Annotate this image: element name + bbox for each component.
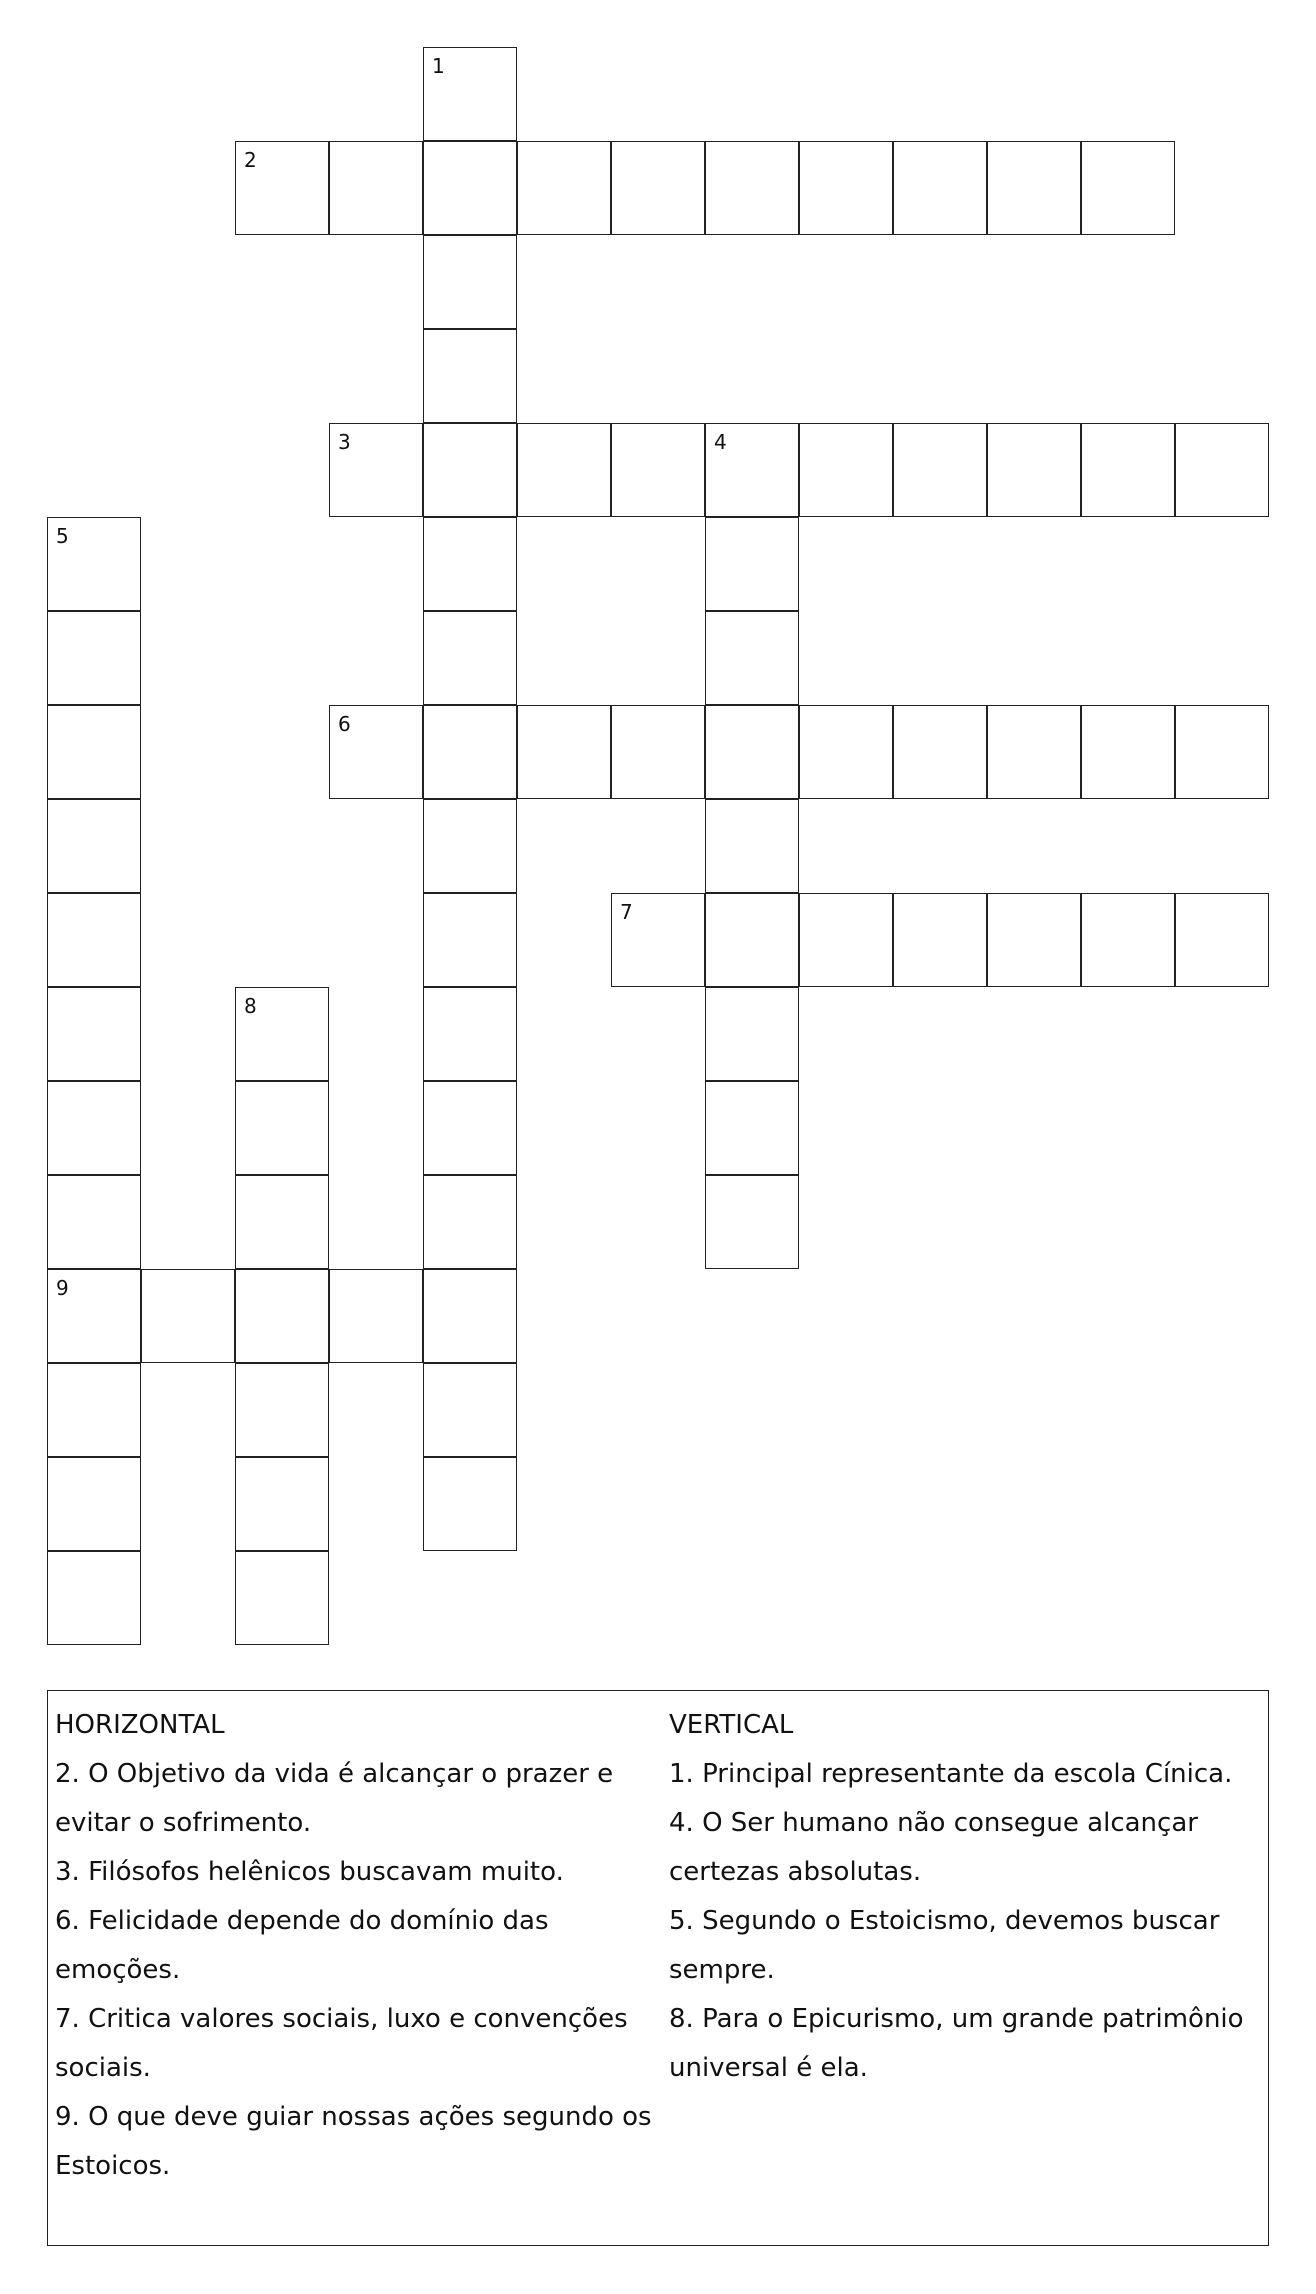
grid-cell[interactable]: [799, 141, 893, 235]
grid-cell[interactable]: [987, 893, 1081, 987]
clue-number-label: 1: [432, 54, 445, 78]
grid-cell[interactable]: [705, 1081, 799, 1175]
grid-cell[interactable]: [235, 1551, 329, 1645]
clue-number-label: 3: [338, 430, 351, 454]
grid-cell[interactable]: [705, 1175, 799, 1269]
grid-cell[interactable]: [705, 517, 799, 611]
clue-horizontal-7: 7. Critica valores sociais, luxo e convenções sociais.: [55, 2004, 628, 2083]
grid-cell[interactable]: [705, 893, 799, 987]
grid-cell[interactable]: [423, 423, 517, 517]
grid-cell[interactable]: [705, 987, 799, 1081]
grid-cell[interactable]: [705, 423, 799, 517]
grid-cell[interactable]: [611, 705, 705, 799]
grid-cell[interactable]: [517, 423, 611, 517]
clue-vertical-5: 5. Segundo o Estoicismo, devemos buscar sempre.: [669, 1906, 1220, 1985]
grid-cell[interactable]: [987, 705, 1081, 799]
clue-number-label: 4: [714, 430, 727, 454]
clue-number-label: 8: [244, 994, 257, 1018]
grid-cell[interactable]: [705, 705, 799, 799]
grid-cell[interactable]: [893, 141, 987, 235]
grid-cell[interactable]: [235, 1269, 329, 1363]
grid-cell[interactable]: [799, 893, 893, 987]
grid-cell[interactable]: [423, 329, 517, 423]
grid-cell[interactable]: [47, 1081, 141, 1175]
clue-vertical-4: 4. O Ser humano não consegue alcançar certezas absolutas.: [669, 1808, 1198, 1887]
grid-cell[interactable]: [235, 1363, 329, 1457]
grid-cell[interactable]: [235, 987, 329, 1081]
grid-cell[interactable]: [705, 799, 799, 893]
grid-cell[interactable]: [423, 1175, 517, 1269]
grid-cell[interactable]: [1081, 141, 1175, 235]
grid-cell[interactable]: [423, 893, 517, 987]
clues-box: [47, 1690, 1269, 2246]
grid-cell[interactable]: [47, 799, 141, 893]
grid-cell[interactable]: [47, 705, 141, 799]
clue-vertical-1: 1. Principal representante da escola Cínica.: [669, 1759, 1233, 1789]
grid-cell[interactable]: [423, 705, 517, 799]
grid-cell[interactable]: [47, 611, 141, 705]
grid-cell[interactable]: [47, 987, 141, 1081]
grid-cell[interactable]: [423, 987, 517, 1081]
horizontal-title: HORIZONTAL: [55, 1710, 225, 1740]
clue-number-label: 9: [56, 1276, 69, 1300]
grid-cell[interactable]: [47, 1457, 141, 1551]
grid-cell[interactable]: [987, 141, 1081, 235]
grid-cell[interactable]: [423, 517, 517, 611]
grid-cell[interactable]: [517, 705, 611, 799]
grid-cell[interactable]: [423, 141, 517, 235]
clue-horizontal-9: 9. O que deve guiar nossas ações segundo os Estoicos.: [55, 2102, 652, 2181]
clue-number-label: 7: [620, 900, 633, 924]
grid-cell[interactable]: [329, 1269, 423, 1363]
clue-horizontal-3: 3. Filósofos helênicos buscavam muito.: [55, 1857, 564, 1887]
grid-cell[interactable]: [235, 141, 329, 235]
grid-cell[interactable]: [799, 705, 893, 799]
clue-vertical-8: 8. Para o Epicurismo, um grande patrimônio universal é ela.: [669, 2004, 1244, 2083]
grid-cell[interactable]: [799, 423, 893, 517]
grid-cell[interactable]: [611, 141, 705, 235]
grid-cell[interactable]: [1081, 893, 1175, 987]
grid-cell[interactable]: [235, 1081, 329, 1175]
grid-cell[interactable]: [423, 1081, 517, 1175]
clue-number-label: 5: [56, 524, 69, 548]
grid-cell[interactable]: [47, 1175, 141, 1269]
grid-cell[interactable]: [423, 47, 517, 141]
grid-cell[interactable]: [423, 611, 517, 705]
grid-cell[interactable]: [1081, 705, 1175, 799]
clue-horizontal-6: 6. Felicidade depende do domínio das emoções.: [55, 1906, 549, 1985]
vertical-title: VERTICAL: [669, 1710, 794, 1740]
grid-cell[interactable]: [893, 893, 987, 987]
grid-cell[interactable]: [47, 517, 141, 611]
grid-cell[interactable]: [1175, 893, 1269, 987]
grid-cell[interactable]: [141, 1269, 235, 1363]
grid-cell[interactable]: [47, 1363, 141, 1457]
grid-cell[interactable]: [987, 423, 1081, 517]
grid-cell[interactable]: [47, 893, 141, 987]
grid-cell[interactable]: [517, 141, 611, 235]
grid-cell[interactable]: [423, 799, 517, 893]
grid-cell[interactable]: [329, 423, 423, 517]
grid-cell[interactable]: [611, 893, 705, 987]
grid-cell[interactable]: [423, 1457, 517, 1551]
grid-cell[interactable]: [611, 423, 705, 517]
horizontal-clues: [55, 1701, 655, 2191]
grid-cell[interactable]: [893, 705, 987, 799]
grid-cell[interactable]: [705, 141, 799, 235]
clue-number-label: 2: [244, 148, 257, 172]
grid-cell[interactable]: [329, 141, 423, 235]
vertical-clues: [669, 1701, 1269, 2093]
clue-number-label: 6: [338, 712, 351, 736]
grid-cell[interactable]: [47, 1269, 141, 1363]
grid-cell[interactable]: [235, 1175, 329, 1269]
grid-cell[interactable]: [1175, 705, 1269, 799]
grid-cell[interactable]: [423, 1363, 517, 1457]
grid-cell[interactable]: [423, 1269, 517, 1363]
grid-cell[interactable]: [893, 423, 987, 517]
grid-cell[interactable]: [47, 1551, 141, 1645]
grid-cell[interactable]: [423, 235, 517, 329]
grid-cell[interactable]: [1081, 423, 1175, 517]
grid-cell[interactable]: [329, 705, 423, 799]
clue-horizontal-2: 2. O Objetivo da vida é alcançar o prazer e evitar o sofrimento.: [55, 1759, 614, 1838]
grid-cell[interactable]: [705, 611, 799, 705]
grid-cell[interactable]: [1175, 423, 1269, 517]
grid-cell[interactable]: [235, 1457, 329, 1551]
